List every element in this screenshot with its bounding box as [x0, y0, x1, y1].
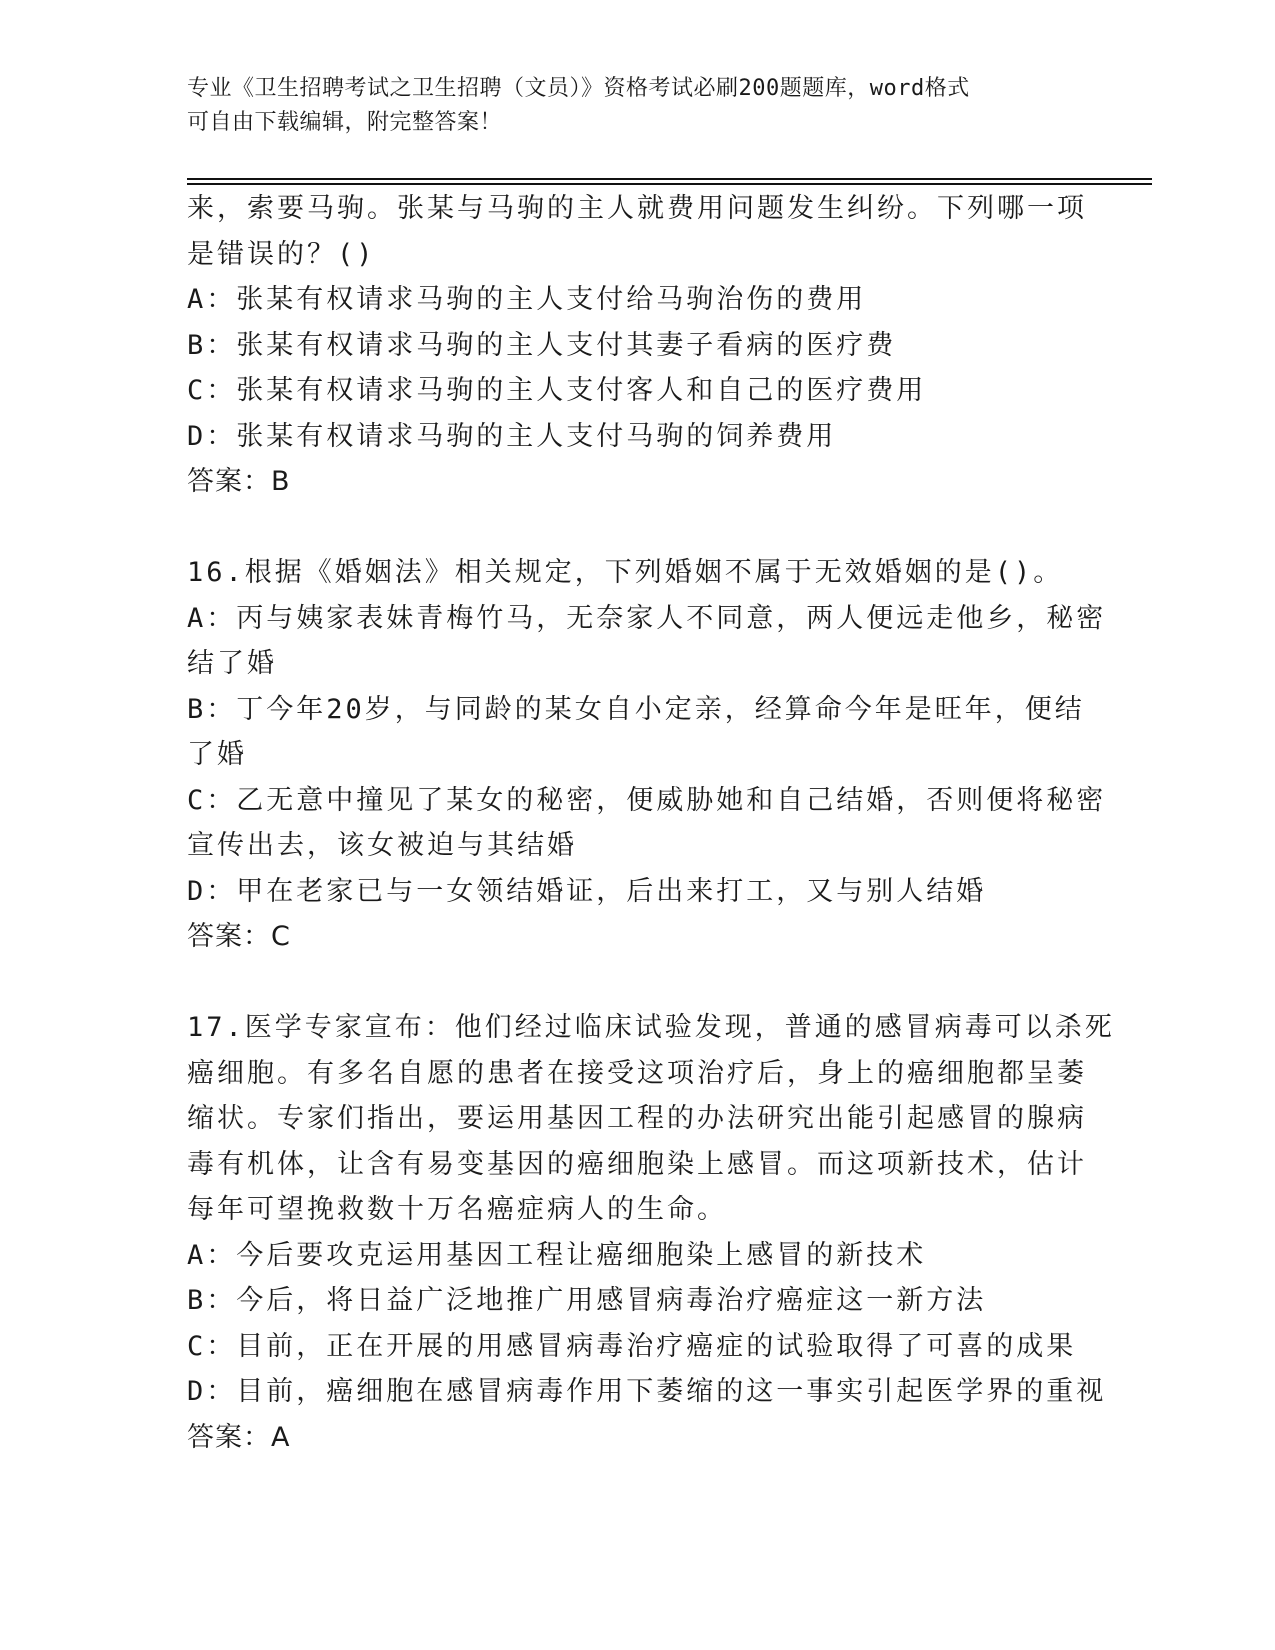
question-16-option-b-line-2: 了婚: [187, 739, 247, 770]
question-15: [187, 186, 1087, 505]
question-17-answer: 答案：A: [187, 1421, 291, 1453]
question-15-option-b: B：张某有权请求马驹的主人支付其妻子看病的医疗费: [187, 329, 897, 361]
question-17-stem-line-1: 17.医学专家宣布：他们经过临床试验发现，普通的感冒病毒可以杀死: [187, 1012, 1115, 1043]
question-15-answer: 答案：B: [187, 466, 291, 497]
question-15-option-d: D：张某有权请求马驹的主人支付马驹的饲养费用: [187, 420, 837, 452]
header-line-2: 可自由下载编辑，附完整答案！: [187, 110, 503, 135]
document-header: [187, 72, 1067, 140]
question-17-stem-line-5: 每年可望挽救数十万名癌症病人的生命。: [187, 1194, 727, 1225]
question-17: [187, 1005, 1115, 1460]
question-17-option-d: D：目前，癌细胞在感冒病毒作用下萎缩的这一事实引起医学界的重视: [187, 1376, 1107, 1407]
question-17-stem-line-4: 毒有机体，让含有易变基因的癌细胞染上感冒。而这项新技术，估计: [187, 1148, 1087, 1180]
question-15-stem-line-2: 是错误的？(): [187, 238, 376, 270]
header-divider-top: [187, 178, 1152, 180]
question-15-stem-line-1: 来，索要马驹。张某与马驹的主人就费用问题发生纠纷。下列哪一项: [187, 193, 1087, 224]
question-16: [187, 550, 1107, 960]
question-17-option-b: B：今后，将日益广泛地推广用感冒病毒治疗癌症这一新方法: [187, 1285, 987, 1316]
header-divider-bottom: [187, 183, 1152, 185]
header-line-1: 专业《卫生招聘考试之卫生招聘（文员）》资格考试必刷200题题库，word格式: [187, 76, 970, 101]
question-17-stem-line-2: 癌细胞。有多名自愿的患者在接受这项治疗后，身上的癌细胞都呈萎: [187, 1057, 1087, 1089]
question-17-stem-line-3: 缩状。专家们指出，要运用基因工程的办法研究出能引起感冒的腺病: [187, 1103, 1087, 1134]
question-16-option-c-line-1: C：乙无意中撞见了某女的秘密，便威胁她和自己结婚，否则便将秘密: [187, 784, 1107, 816]
question-16-stem: 16.根据《婚姻法》相关规定，下列婚姻不属于无效婚姻的是()。: [187, 557, 1064, 588]
question-16-option-a-line-2: 结了婚: [187, 648, 277, 679]
document-body: [187, 186, 1115, 1460]
question-17-option-c: C：目前，正在开展的用感冒病毒治疗癌症的试验取得了可喜的成果: [187, 1330, 1077, 1362]
question-16-option-c-line-2: 宣传出去，该女被迫与其结婚: [187, 830, 577, 861]
spacer: [187, 960, 1087, 1006]
question-16-option-b-line-1: B：丁今年20岁，与同龄的某女自小定亲，经算命今年是旺年，便结: [187, 693, 1085, 725]
spacer: [187, 505, 1087, 551]
question-15-option-a: A：张某有权请求马驹的主人支付给马驹治伤的费用: [187, 284, 867, 315]
question-17-option-a: A：今后要攻克运用基因工程让癌细胞染上感冒的新技术: [187, 1239, 927, 1271]
question-16-option-d: D：甲在老家已与一女领结婚证，后出来打工，又与别人结婚: [187, 875, 987, 907]
question-16-answer: 答案：C: [187, 921, 291, 952]
question-16-option-a-line-1: A：丙与姨家表妹青梅竹马，无奈家人不同意，两人便远走他乡，秘密: [187, 602, 1107, 634]
question-15-option-c: C：张某有权请求马驹的主人支付客人和自己的医疗费用: [187, 375, 927, 406]
